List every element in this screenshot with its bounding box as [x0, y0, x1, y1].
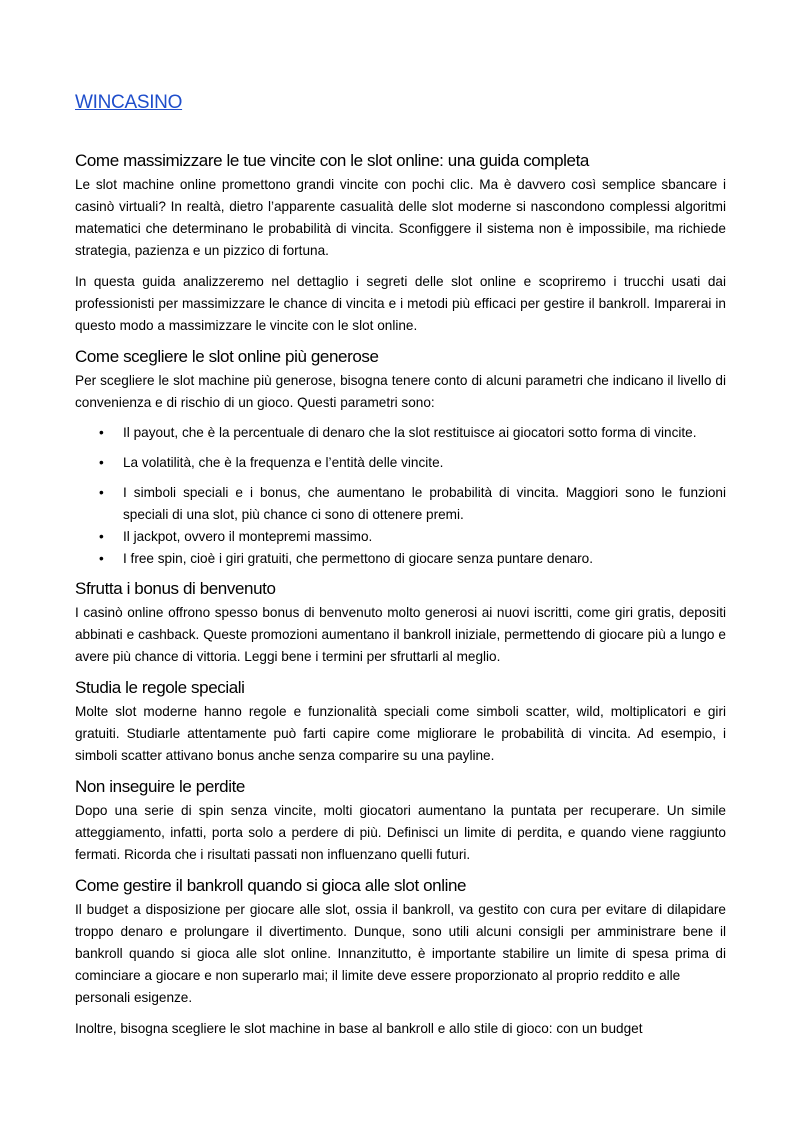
list-item: • Il jackpot, ovvero il montepremi massimo.	[123, 526, 726, 548]
list-item: • La volatilità, che è la frequenza e l’entità delle vincite.	[123, 452, 726, 474]
section-heading: Come scegliere le slot online più generose	[75, 347, 379, 366]
list-item: • I simboli speciali e i bonus, che aumentano le probabilità di vincita. Maggiori sono le funzioni speciali di una slot, più chance ci sono di ottenere premi.	[123, 482, 726, 526]
paragraph: Molte slot moderne hanno regole e funzionalità speciali come simboli scatter, wild, moltiplicatori e giri gratuiti. Studiarle attentamente può farti capire come migliorare le probabilità di vincita. Ad esempio, i simboli scatter attivano bonus anche senza comparire su una payline.	[75, 704, 726, 763]
section-losses	[75, 776, 726, 866]
section-special-rules	[75, 677, 726, 767]
section-welcome-bonus	[75, 578, 726, 668]
paragraph: I casinò online offrono spesso bonus di benvenuto molto generosi ai nuovi iscritti, come giri gratis, depositi abbinati e cashback. Queste promozioni aumentano il bankroll iniziale, permettendo di giocare più a lungo e avere più chance di vittoria. Leggi bene i termini per sfruttarli al meglio.	[75, 605, 726, 664]
wincasino-link[interactable]: WINCASINO	[75, 92, 183, 113]
section-heading: Sfrutta i bonus di benvenuto	[75, 579, 276, 598]
paragraph: Dopo una serie di spin senza vincite, molti giocatori aumentano la puntata per recuperare. Un simile atteggiamento, infatti, porta solo a perdere di più. Definisci un limite di perdita, e quando viene raggiunto fermati. Ricorda che i risultati passati non influenzano quelli futuri.	[75, 803, 726, 862]
section-heading: Come gestire il bankroll quando si gioca alle slot online	[75, 876, 467, 895]
paragraph: Il budget a disposizione per giocare alle slot, ossia il bankroll, va gestito con cura per evitare di dilapidare troppo denaro e prolungare il divertimento. Dunque, sono utili alcuni consigli per amministrare bene il bankroll quando si gioca alle slot online. Innanzitutto, è importante stabilire un limite di spesa prima di cominciare a giocare e non superarlo mai; il limite deve essere proporzionato al proprio reddito e alle	[75, 902, 726, 983]
paragraph: Inoltre, bisogna scegliere le slot machine in base al bankroll e allo stile di gioco: con un budget	[75, 1021, 643, 1036]
bullet-list	[75, 422, 726, 570]
paragraph: Le slot machine online promettono grandi vincite con pochi clic. Ma è davvero così semplice sbancare i casinò virtuali? In realtà, dietro l’apparente casualità delle slot moderne si nascondono complessi algoritmi matematici che determinano le probabilità di vincita. Sconfiggere il sistema non è impossibile, ma richiede strategia, pazienza e un pizzico di fortuna.	[75, 177, 726, 258]
paragraph: Per scegliere le slot machine più generose, bisogna tenere conto di alcuni parametri che indicano il livello di convenienza e di rischio di un gioco. Questi parametri sono:	[75, 373, 726, 410]
paragraph: In questa guida analizzeremo nel dettaglio i segreti delle slot online e scopriremo i trucchi usati dai professionisti per massimizzare le chance di vincita e i metodi più efficaci per gestire il bankroll. Imparerai in questo modo a massimizzare le vincite con le slot online.	[75, 274, 726, 333]
list-item: • I free spin, cioè i giri gratuiti, che permettono di giocare senza puntare denaro.	[123, 548, 726, 570]
section-choose-slots	[75, 346, 726, 570]
section-bankroll	[75, 875, 726, 1040]
section-heading: Come massimizzare le tue vincite con le slot online: una guida completa	[75, 151, 589, 170]
section-intro	[75, 150, 726, 337]
paragraph: personali esigenze.	[75, 990, 193, 1005]
section-heading: Non inseguire le perdite	[75, 777, 245, 796]
section-heading: Studia le regole speciali	[75, 678, 245, 697]
list-item: • Il payout, che è la percentuale di denaro che la slot restituisce ai giocatori sotto forma di vincite.	[123, 422, 726, 444]
